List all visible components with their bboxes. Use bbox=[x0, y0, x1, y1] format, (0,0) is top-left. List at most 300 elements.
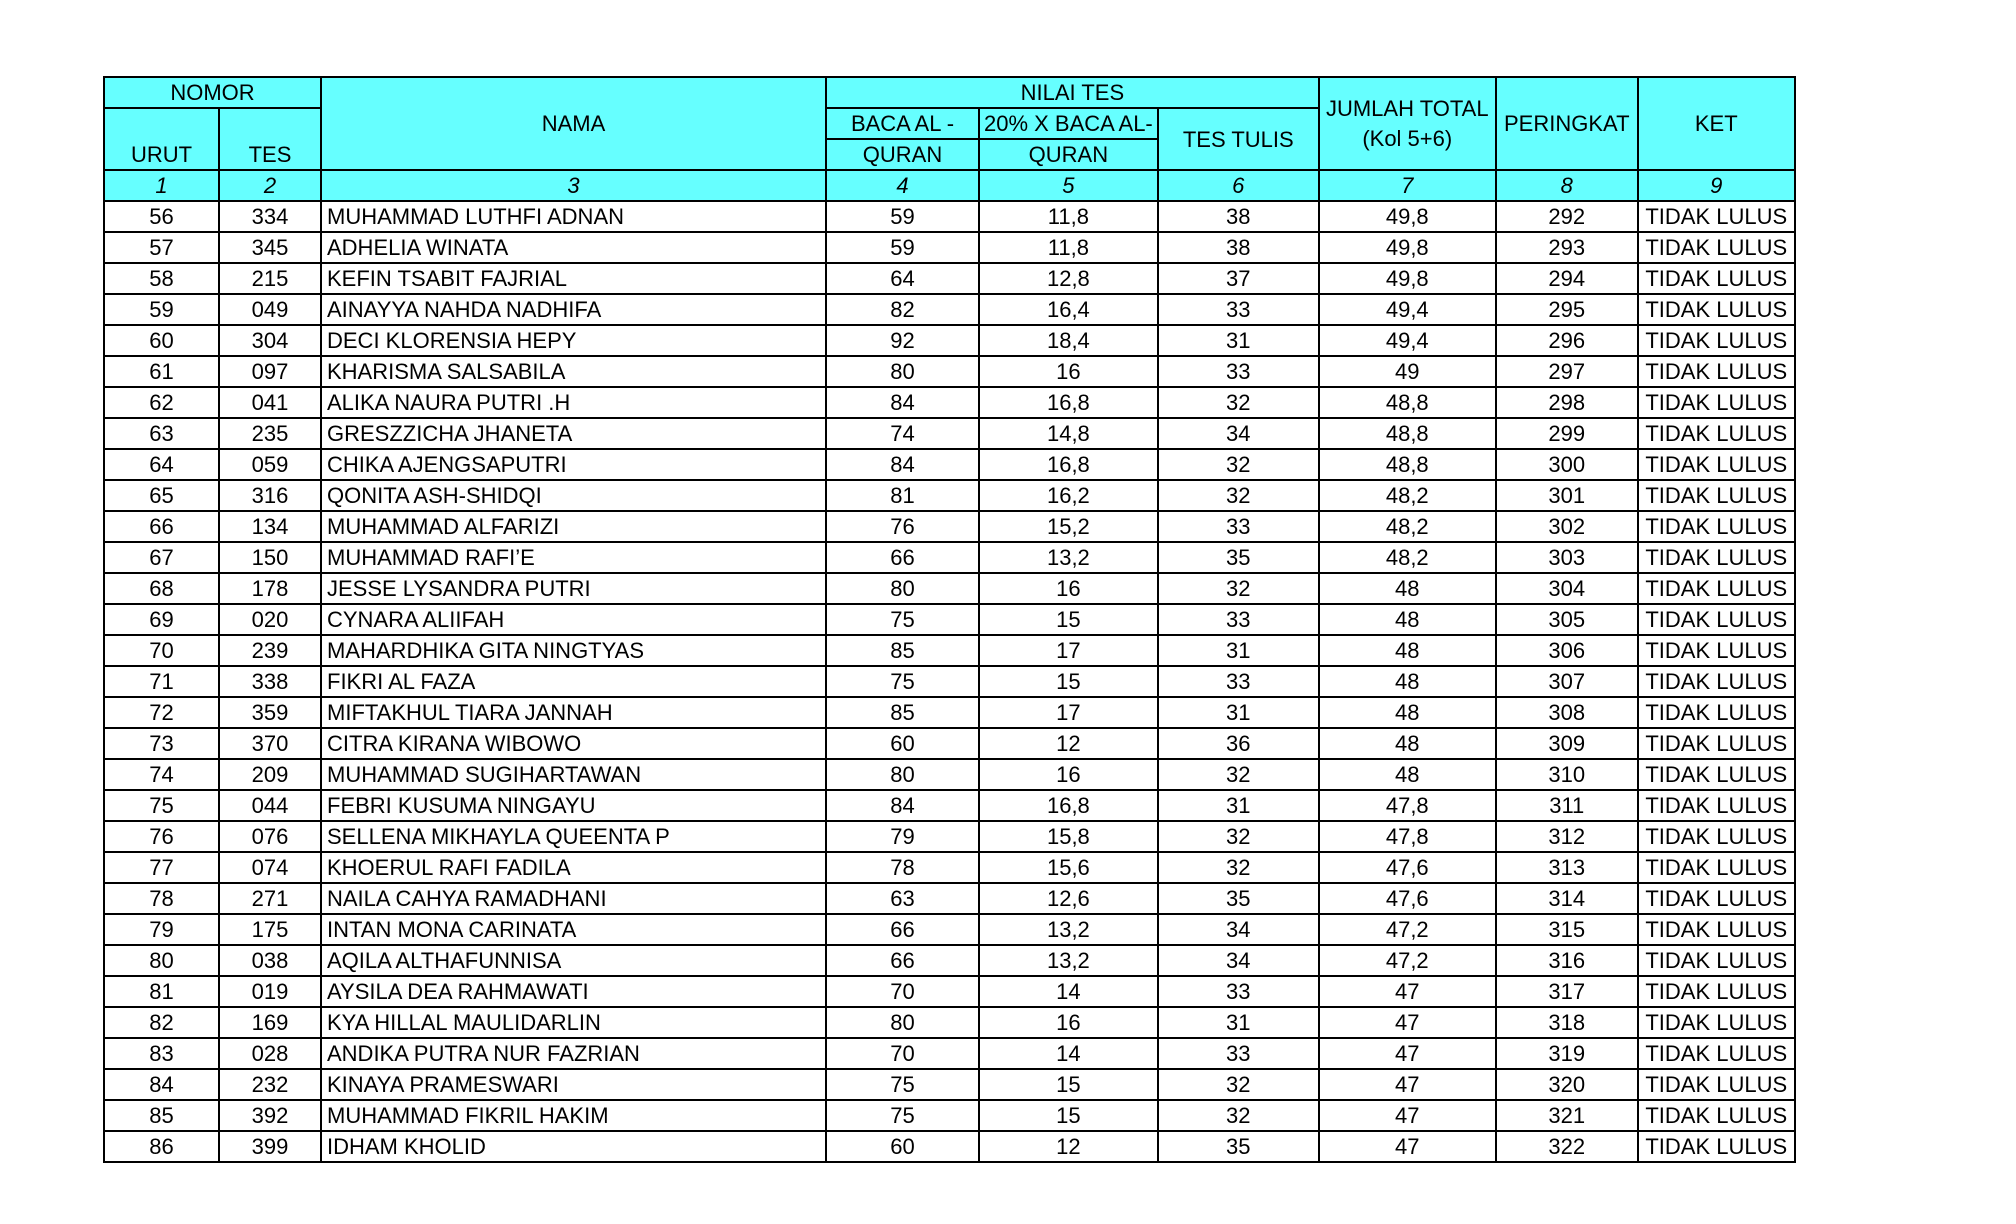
cell-ket: TIDAK LULUS bbox=[1638, 697, 1795, 728]
cell-jumlah-total: 47 bbox=[1319, 1131, 1496, 1162]
cell-tes: 334 bbox=[219, 201, 321, 232]
cell-peringkat: 305 bbox=[1496, 604, 1638, 635]
cell-peringkat: 309 bbox=[1496, 728, 1638, 759]
cell-urut: 82 bbox=[104, 1007, 219, 1038]
cell-baca-quran: 76 bbox=[826, 511, 979, 542]
cell-baca-quran: 84 bbox=[826, 449, 979, 480]
cell-urut: 56 bbox=[104, 201, 219, 232]
column-number: 1 bbox=[104, 170, 219, 201]
cell-tes-tulis: 34 bbox=[1158, 914, 1319, 945]
cell-peringkat: 294 bbox=[1496, 263, 1638, 294]
table-row bbox=[104, 883, 1795, 914]
table-row bbox=[104, 573, 1795, 604]
cell-peringkat: 317 bbox=[1496, 976, 1638, 1007]
cell-tes: 239 bbox=[219, 635, 321, 666]
cell-20pct-baca: 15,8 bbox=[979, 821, 1158, 852]
cell-ket: TIDAK LULUS bbox=[1638, 573, 1795, 604]
cell-urut: 80 bbox=[104, 945, 219, 976]
cell-ket: TIDAK LULUS bbox=[1638, 294, 1795, 325]
cell-tes-tulis: 34 bbox=[1158, 418, 1319, 449]
cell-jumlah-total: 47 bbox=[1319, 1069, 1496, 1100]
cell-ket: TIDAK LULUS bbox=[1638, 542, 1795, 573]
cell-jumlah-total: 48,2 bbox=[1319, 480, 1496, 511]
cell-baca-quran: 78 bbox=[826, 852, 979, 883]
cell-jumlah-total: 49,4 bbox=[1319, 325, 1496, 356]
cell-baca-quran: 79 bbox=[826, 821, 979, 852]
cell-tes: 169 bbox=[219, 1007, 321, 1038]
cell-jumlah-total: 48,8 bbox=[1319, 387, 1496, 418]
table-row bbox=[104, 201, 1795, 232]
cell-20pct-baca: 17 bbox=[979, 635, 1158, 666]
cell-tes-tulis: 31 bbox=[1158, 790, 1319, 821]
cell-urut: 64 bbox=[104, 449, 219, 480]
cell-ket: TIDAK LULUS bbox=[1638, 728, 1795, 759]
cell-20pct-baca: 15 bbox=[979, 1100, 1158, 1131]
table-row bbox=[104, 232, 1795, 263]
cell-tes-tulis: 31 bbox=[1158, 325, 1319, 356]
cell-urut: 83 bbox=[104, 1038, 219, 1069]
cell-jumlah-total: 48,2 bbox=[1319, 542, 1496, 573]
cell-urut: 84 bbox=[104, 1069, 219, 1100]
cell-20pct-baca: 16,8 bbox=[979, 387, 1158, 418]
cell-urut: 86 bbox=[104, 1131, 219, 1162]
header-ket: KET bbox=[1638, 77, 1795, 170]
cell-baca-quran: 80 bbox=[826, 759, 979, 790]
cell-tes-tulis: 32 bbox=[1158, 852, 1319, 883]
cell-tes-tulis: 32 bbox=[1158, 480, 1319, 511]
cell-20pct-baca: 17 bbox=[979, 697, 1158, 728]
cell-urut: 60 bbox=[104, 325, 219, 356]
cell-peringkat: 316 bbox=[1496, 945, 1638, 976]
cell-baca-quran: 63 bbox=[826, 883, 979, 914]
table-row bbox=[104, 511, 1795, 542]
cell-jumlah-total: 47 bbox=[1319, 1007, 1496, 1038]
cell-peringkat: 297 bbox=[1496, 356, 1638, 387]
cell-baca-quran: 92 bbox=[826, 325, 979, 356]
cell-tes: 019 bbox=[219, 976, 321, 1007]
cell-nama: NAILA CAHYA RAMADHANI bbox=[321, 883, 826, 914]
cell-tes: 049 bbox=[219, 294, 321, 325]
cell-urut: 63 bbox=[104, 418, 219, 449]
cell-20pct-baca: 16 bbox=[979, 356, 1158, 387]
cell-urut: 67 bbox=[104, 542, 219, 573]
cell-jumlah-total: 49,4 bbox=[1319, 294, 1496, 325]
header-tes-tulis: TES TULIS bbox=[1158, 108, 1319, 170]
cell-urut: 81 bbox=[104, 976, 219, 1007]
cell-tes-tulis: 32 bbox=[1158, 573, 1319, 604]
cell-tes: 175 bbox=[219, 914, 321, 945]
cell-jumlah-total: 48 bbox=[1319, 759, 1496, 790]
cell-urut: 73 bbox=[104, 728, 219, 759]
cell-tes-tulis: 33 bbox=[1158, 666, 1319, 697]
cell-baca-quran: 66 bbox=[826, 914, 979, 945]
cell-urut: 65 bbox=[104, 480, 219, 511]
cell-nama: CYNARA ALIIFAH bbox=[321, 604, 826, 635]
cell-20pct-baca: 15 bbox=[979, 666, 1158, 697]
table-row bbox=[104, 666, 1795, 697]
cell-20pct-baca: 14 bbox=[979, 1038, 1158, 1069]
cell-baca-quran: 75 bbox=[826, 1100, 979, 1131]
table-row bbox=[104, 790, 1795, 821]
header-nomor: NOMOR bbox=[104, 77, 321, 108]
cell-tes-tulis: 32 bbox=[1158, 387, 1319, 418]
cell-tes-tulis: 31 bbox=[1158, 697, 1319, 728]
cell-peringkat: 308 bbox=[1496, 697, 1638, 728]
cell-nama: QONITA ASH-SHIDQI bbox=[321, 480, 826, 511]
table-row bbox=[104, 325, 1795, 356]
cell-urut: 71 bbox=[104, 666, 219, 697]
cell-urut: 69 bbox=[104, 604, 219, 635]
cell-peringkat: 292 bbox=[1496, 201, 1638, 232]
cell-tes: 345 bbox=[219, 232, 321, 263]
cell-tes: 134 bbox=[219, 511, 321, 542]
cell-tes: 076 bbox=[219, 821, 321, 852]
cell-nama: KHOERUL RAFI FADILA bbox=[321, 852, 826, 883]
cell-tes: 215 bbox=[219, 263, 321, 294]
cell-urut: 62 bbox=[104, 387, 219, 418]
cell-peringkat: 312 bbox=[1496, 821, 1638, 852]
cell-tes: 150 bbox=[219, 542, 321, 573]
table-row bbox=[104, 1100, 1795, 1131]
header-jumlah-line2: (Kol 5+6) bbox=[1362, 125, 1453, 151]
cell-peringkat: 302 bbox=[1496, 511, 1638, 542]
table-row bbox=[104, 914, 1795, 945]
cell-tes: 316 bbox=[219, 480, 321, 511]
cell-tes: 304 bbox=[219, 325, 321, 356]
cell-jumlah-total: 47 bbox=[1319, 1038, 1496, 1069]
table-row bbox=[104, 480, 1795, 511]
cell-nama: MIFTAKHUL TIARA JANNAH bbox=[321, 697, 826, 728]
cell-tes-tulis: 32 bbox=[1158, 821, 1319, 852]
cell-peringkat: 318 bbox=[1496, 1007, 1638, 1038]
cell-tes: 178 bbox=[219, 573, 321, 604]
cell-peringkat: 306 bbox=[1496, 635, 1638, 666]
cell-ket: TIDAK LULUS bbox=[1638, 914, 1795, 945]
cell-jumlah-total: 49,8 bbox=[1319, 232, 1496, 263]
cell-ket: TIDAK LULUS bbox=[1638, 976, 1795, 1007]
header-baca-line1: BACA AL - bbox=[826, 108, 979, 139]
cell-urut: 77 bbox=[104, 852, 219, 883]
column-number-row bbox=[104, 170, 1795, 201]
cell-peringkat: 311 bbox=[1496, 790, 1638, 821]
cell-tes: 399 bbox=[219, 1131, 321, 1162]
cell-baca-quran: 60 bbox=[826, 728, 979, 759]
cell-20pct-baca: 16 bbox=[979, 759, 1158, 790]
table-row bbox=[104, 294, 1795, 325]
cell-nama: CHIKA AJENGSAPUTRI bbox=[321, 449, 826, 480]
cell-baca-quran: 75 bbox=[826, 1069, 979, 1100]
cell-peringkat: 300 bbox=[1496, 449, 1638, 480]
cell-jumlah-total: 47,8 bbox=[1319, 790, 1496, 821]
column-number: 9 bbox=[1638, 170, 1795, 201]
column-number: 3 bbox=[321, 170, 826, 201]
cell-tes: 235 bbox=[219, 418, 321, 449]
cell-baca-quran: 85 bbox=[826, 635, 979, 666]
cell-nama: KEFIN TSABIT FAJRIAL bbox=[321, 263, 826, 294]
cell-baca-quran: 80 bbox=[826, 573, 979, 604]
cell-nama: SELLENA MIKHAYLA QUEENTA P bbox=[321, 821, 826, 852]
header-baca-line2: QURAN bbox=[826, 139, 979, 170]
cell-nama: KINAYA PRAMESWARI bbox=[321, 1069, 826, 1100]
cell-20pct-baca: 11,8 bbox=[979, 201, 1158, 232]
table-row bbox=[104, 387, 1795, 418]
cell-urut: 76 bbox=[104, 821, 219, 852]
cell-jumlah-total: 49,8 bbox=[1319, 263, 1496, 294]
cell-baca-quran: 80 bbox=[826, 1007, 979, 1038]
cell-jumlah-total: 47,8 bbox=[1319, 821, 1496, 852]
cell-tes: 097 bbox=[219, 356, 321, 387]
results-table bbox=[103, 76, 1796, 1163]
cell-20pct-baca: 16,2 bbox=[979, 480, 1158, 511]
table-row bbox=[104, 1131, 1795, 1162]
cell-baca-quran: 59 bbox=[826, 232, 979, 263]
cell-nama: JESSE LYSANDRA PUTRI bbox=[321, 573, 826, 604]
cell-ket: TIDAK LULUS bbox=[1638, 666, 1795, 697]
cell-baca-quran: 70 bbox=[826, 1038, 979, 1069]
table-row bbox=[104, 759, 1795, 790]
cell-baca-quran: 74 bbox=[826, 418, 979, 449]
cell-ket: TIDAK LULUS bbox=[1638, 418, 1795, 449]
cell-tes-tulis: 33 bbox=[1158, 356, 1319, 387]
cell-jumlah-total: 47 bbox=[1319, 1100, 1496, 1131]
cell-nama: MUHAMMAD FIKRIL HAKIM bbox=[321, 1100, 826, 1131]
cell-20pct-baca: 12,6 bbox=[979, 883, 1158, 914]
cell-nama: KHARISMA SALSABILA bbox=[321, 356, 826, 387]
cell-ket: TIDAK LULUS bbox=[1638, 1100, 1795, 1131]
cell-baca-quran: 82 bbox=[826, 294, 979, 325]
table-row bbox=[104, 418, 1795, 449]
table-row bbox=[104, 728, 1795, 759]
cell-baca-quran: 66 bbox=[826, 945, 979, 976]
cell-tes-tulis: 35 bbox=[1158, 883, 1319, 914]
cell-nama: DECI KLORENSIA HEPY bbox=[321, 325, 826, 356]
table-row bbox=[104, 697, 1795, 728]
cell-nama: GRESZZICHA JHANETA bbox=[321, 418, 826, 449]
cell-jumlah-total: 48 bbox=[1319, 697, 1496, 728]
cell-20pct-baca: 14,8 bbox=[979, 418, 1158, 449]
cell-jumlah-total: 48 bbox=[1319, 666, 1496, 697]
cell-nama: ALIKA NAURA PUTRI .H bbox=[321, 387, 826, 418]
cell-urut: 58 bbox=[104, 263, 219, 294]
cell-jumlah-total: 47 bbox=[1319, 976, 1496, 1007]
cell-baca-quran: 75 bbox=[826, 604, 979, 635]
cell-baca-quran: 84 bbox=[826, 387, 979, 418]
column-number: 7 bbox=[1319, 170, 1496, 201]
cell-baca-quran: 80 bbox=[826, 356, 979, 387]
cell-20pct-baca: 16,8 bbox=[979, 449, 1158, 480]
cell-tes-tulis: 38 bbox=[1158, 232, 1319, 263]
cell-ket: TIDAK LULUS bbox=[1638, 263, 1795, 294]
cell-urut: 70 bbox=[104, 635, 219, 666]
cell-ket: TIDAK LULUS bbox=[1638, 480, 1795, 511]
cell-ket: TIDAK LULUS bbox=[1638, 449, 1795, 480]
cell-jumlah-total: 48,8 bbox=[1319, 418, 1496, 449]
cell-tes-tulis: 34 bbox=[1158, 945, 1319, 976]
cell-peringkat: 314 bbox=[1496, 883, 1638, 914]
cell-20pct-baca: 12 bbox=[979, 1131, 1158, 1162]
cell-tes-tulis: 32 bbox=[1158, 1100, 1319, 1131]
cell-ket: TIDAK LULUS bbox=[1638, 201, 1795, 232]
cell-urut: 85 bbox=[104, 1100, 219, 1131]
cell-peringkat: 319 bbox=[1496, 1038, 1638, 1069]
cell-tes: 359 bbox=[219, 697, 321, 728]
cell-ket: TIDAK LULUS bbox=[1638, 232, 1795, 263]
cell-jumlah-total: 48 bbox=[1319, 728, 1496, 759]
column-number: 6 bbox=[1158, 170, 1319, 201]
cell-urut: 68 bbox=[104, 573, 219, 604]
cell-jumlah-total: 47,6 bbox=[1319, 852, 1496, 883]
cell-baca-quran: 64 bbox=[826, 263, 979, 294]
column-number: 4 bbox=[826, 170, 979, 201]
cell-peringkat: 321 bbox=[1496, 1100, 1638, 1131]
cell-20pct-baca: 15,2 bbox=[979, 511, 1158, 542]
cell-ket: TIDAK LULUS bbox=[1638, 759, 1795, 790]
table-row bbox=[104, 449, 1795, 480]
cell-tes-tulis: 31 bbox=[1158, 635, 1319, 666]
cell-jumlah-total: 48 bbox=[1319, 573, 1496, 604]
cell-20pct-baca: 15 bbox=[979, 604, 1158, 635]
cell-ket: TIDAK LULUS bbox=[1638, 356, 1795, 387]
cell-nama: MUHAMMAD ALFARIZI bbox=[321, 511, 826, 542]
header-urut: URUT bbox=[104, 108, 219, 170]
header-pct-line1: 20% X BACA AL- bbox=[979, 108, 1158, 139]
cell-peringkat: 315 bbox=[1496, 914, 1638, 945]
header-nama: NAMA bbox=[321, 77, 826, 170]
cell-tes-tulis: 33 bbox=[1158, 604, 1319, 635]
column-number: 8 bbox=[1496, 170, 1638, 201]
header-row-1 bbox=[104, 77, 1795, 108]
cell-peringkat: 303 bbox=[1496, 542, 1638, 573]
cell-20pct-baca: 13,2 bbox=[979, 542, 1158, 573]
cell-baca-quran: 81 bbox=[826, 480, 979, 511]
cell-ket: TIDAK LULUS bbox=[1638, 945, 1795, 976]
cell-tes-tulis: 35 bbox=[1158, 1131, 1319, 1162]
cell-ket: TIDAK LULUS bbox=[1638, 790, 1795, 821]
cell-20pct-baca: 16 bbox=[979, 573, 1158, 604]
cell-peringkat: 304 bbox=[1496, 573, 1638, 604]
cell-20pct-baca: 13,2 bbox=[979, 914, 1158, 945]
cell-peringkat: 301 bbox=[1496, 480, 1638, 511]
cell-peringkat: 299 bbox=[1496, 418, 1638, 449]
cell-ket: TIDAK LULUS bbox=[1638, 387, 1795, 418]
table-row bbox=[104, 1007, 1795, 1038]
cell-nama: MUHAMMAD RAFI’E bbox=[321, 542, 826, 573]
cell-ket: TIDAK LULUS bbox=[1638, 1131, 1795, 1162]
cell-tes-tulis: 31 bbox=[1158, 1007, 1319, 1038]
cell-tes: 392 bbox=[219, 1100, 321, 1131]
cell-20pct-baca: 12 bbox=[979, 728, 1158, 759]
cell-nama: ANDIKA PUTRA NUR FAZRIAN bbox=[321, 1038, 826, 1069]
cell-peringkat: 293 bbox=[1496, 232, 1638, 263]
cell-tes: 209 bbox=[219, 759, 321, 790]
cell-urut: 72 bbox=[104, 697, 219, 728]
cell-nama: IDHAM KHOLID bbox=[321, 1131, 826, 1162]
cell-tes-tulis: 33 bbox=[1158, 294, 1319, 325]
cell-20pct-baca: 12,8 bbox=[979, 263, 1158, 294]
header-tes: TES bbox=[219, 108, 321, 170]
cell-urut: 57 bbox=[104, 232, 219, 263]
cell-tes-tulis: 35 bbox=[1158, 542, 1319, 573]
column-number: 5 bbox=[979, 170, 1158, 201]
cell-baca-quran: 70 bbox=[826, 976, 979, 1007]
column-number: 2 bbox=[219, 170, 321, 201]
cell-urut: 75 bbox=[104, 790, 219, 821]
cell-jumlah-total: 49 bbox=[1319, 356, 1496, 387]
cell-peringkat: 298 bbox=[1496, 387, 1638, 418]
cell-peringkat: 320 bbox=[1496, 1069, 1638, 1100]
header-peringkat: PERINGKAT bbox=[1496, 77, 1638, 170]
table-row bbox=[104, 1069, 1795, 1100]
table-row bbox=[104, 1038, 1795, 1069]
table-row bbox=[104, 635, 1795, 666]
cell-ket: TIDAK LULUS bbox=[1638, 325, 1795, 356]
cell-tes: 271 bbox=[219, 883, 321, 914]
cell-tes-tulis: 33 bbox=[1158, 1038, 1319, 1069]
cell-20pct-baca: 14 bbox=[979, 976, 1158, 1007]
cell-baca-quran: 66 bbox=[826, 542, 979, 573]
table-row bbox=[104, 821, 1795, 852]
cell-baca-quran: 84 bbox=[826, 790, 979, 821]
cell-peringkat: 296 bbox=[1496, 325, 1638, 356]
cell-urut: 74 bbox=[104, 759, 219, 790]
cell-tes: 059 bbox=[219, 449, 321, 480]
cell-jumlah-total: 48,2 bbox=[1319, 511, 1496, 542]
cell-tes: 338 bbox=[219, 666, 321, 697]
cell-tes-tulis: 33 bbox=[1158, 976, 1319, 1007]
cell-tes-tulis: 36 bbox=[1158, 728, 1319, 759]
cell-20pct-baca: 16 bbox=[979, 1007, 1158, 1038]
cell-nama: AQILA ALTHAFUNNISA bbox=[321, 945, 826, 976]
cell-urut: 79 bbox=[104, 914, 219, 945]
cell-ket: TIDAK LULUS bbox=[1638, 511, 1795, 542]
cell-tes: 044 bbox=[219, 790, 321, 821]
table-row bbox=[104, 852, 1795, 883]
cell-tes: 074 bbox=[219, 852, 321, 883]
cell-nama: MUHAMMAD LUTHFI ADNAN bbox=[321, 201, 826, 232]
cell-jumlah-total: 47,2 bbox=[1319, 914, 1496, 945]
table-row bbox=[104, 945, 1795, 976]
cell-jumlah-total: 48 bbox=[1319, 635, 1496, 666]
cell-tes-tulis: 32 bbox=[1158, 759, 1319, 790]
cell-nama: MUHAMMAD SUGIHARTAWAN bbox=[321, 759, 826, 790]
cell-peringkat: 295 bbox=[1496, 294, 1638, 325]
cell-20pct-baca: 15 bbox=[979, 1069, 1158, 1100]
cell-nama: CITRA KIRANA WIBOWO bbox=[321, 728, 826, 759]
cell-baca-quran: 60 bbox=[826, 1131, 979, 1162]
cell-tes-tulis: 38 bbox=[1158, 201, 1319, 232]
cell-nama: FEBRI KUSUMA NINGAYU bbox=[321, 790, 826, 821]
cell-20pct-baca: 16,8 bbox=[979, 790, 1158, 821]
cell-urut: 66 bbox=[104, 511, 219, 542]
cell-tes: 038 bbox=[219, 945, 321, 976]
cell-nama: AINAYYA NAHDA NADHIFA bbox=[321, 294, 826, 325]
cell-ket: TIDAK LULUS bbox=[1638, 883, 1795, 914]
cell-jumlah-total: 49,8 bbox=[1319, 201, 1496, 232]
cell-tes-tulis: 33 bbox=[1158, 511, 1319, 542]
cell-ket: TIDAK LULUS bbox=[1638, 604, 1795, 635]
cell-20pct-baca: 11,8 bbox=[979, 232, 1158, 263]
cell-ket: TIDAK LULUS bbox=[1638, 821, 1795, 852]
cell-20pct-baca: 15,6 bbox=[979, 852, 1158, 883]
cell-tes: 041 bbox=[219, 387, 321, 418]
cell-nama: KYA HILLAL MAULIDARLIN bbox=[321, 1007, 826, 1038]
cell-tes-tulis: 32 bbox=[1158, 449, 1319, 480]
cell-urut: 78 bbox=[104, 883, 219, 914]
table-row bbox=[104, 976, 1795, 1007]
cell-urut: 59 bbox=[104, 294, 219, 325]
cell-tes-tulis: 37 bbox=[1158, 263, 1319, 294]
cell-ket: TIDAK LULUS bbox=[1638, 852, 1795, 883]
